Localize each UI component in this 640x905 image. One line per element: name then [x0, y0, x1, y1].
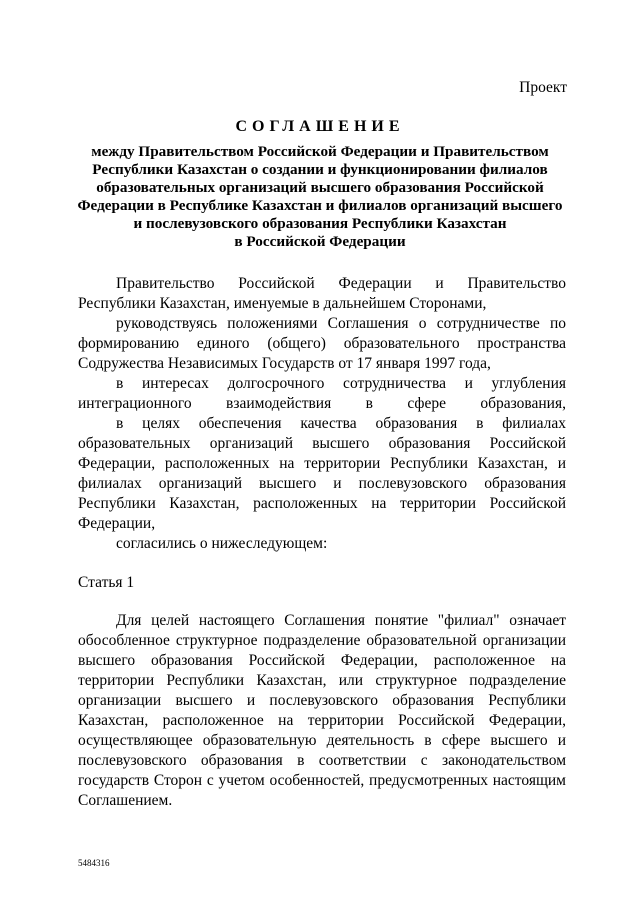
preamble-paragraph: в целях обеспечения качества образования в филиалах образовательных организаций высшего образования Российской Федерации, расположенных на территории Республики Казахстан, и филиалах организаций высшего и послевузовского образования Республики Казахстан, расположенных на территории Российской Федерации,: [78, 415, 566, 532]
preamble-paragraph: руководствуясь положениями Соглашения о сотрудничестве по формированию единого (общего) образовательного пространства Содружества Независимых Государств от 17 января 1997 года,: [78, 315, 566, 372]
preamble-paragraph: в интересах долгосрочного сотрудничества и углубления интеграционного взаимодействия в сфере образования,: [78, 375, 566, 412]
article-heading: Статья 1: [78, 574, 135, 591]
preamble-paragraph: согласились о нижеследующем:: [116, 535, 328, 552]
subtitle-line: образовательных организаций высшего образования Российской: [96, 179, 544, 196]
subtitle-line: Республики Казахстан о создании и функционировании филиалов: [92, 161, 548, 178]
draft-label: Проект: [519, 79, 567, 96]
subtitle-line: Федерации в Республике Казахстан и филиалов организаций высшего: [77, 197, 563, 214]
subtitle-line: в Российской Федерации: [234, 233, 406, 250]
article-paragraph: Для целей настоящего Соглашения понятие "филиал" означает обособленное структурное подразделение образовательной организации высшего образования Российской Федерации, расположенное на территории Республики Казахстан, или структурное подразделение организации высшего и послевузовского образования Республики Казахстан, расположенное на территории Российской Федерации, осуществляющее образовательную деятельность в сфере высшего и послевузовского образования в соответствии с законодательством государств Сторон с учетом особенностей, предусмотренных настоящим Соглашением.: [78, 612, 566, 809]
document-title: СОГЛАШЕНИЕ: [235, 118, 405, 135]
document-subtitle: [70, 143, 570, 251]
subtitle-line: и послевузовского образования Республики Казахстан: [133, 215, 507, 232]
document-body: [78, 274, 566, 811]
subtitle-line: между Правительством Российской Федерации и Правительством: [91, 143, 549, 160]
footer-code: 5484316: [78, 858, 110, 868]
preamble-paragraph: Правительство Российской Федерации и Правительство Республики Казахстан, именуемые в дальнейшем Сторонами,: [78, 275, 566, 312]
